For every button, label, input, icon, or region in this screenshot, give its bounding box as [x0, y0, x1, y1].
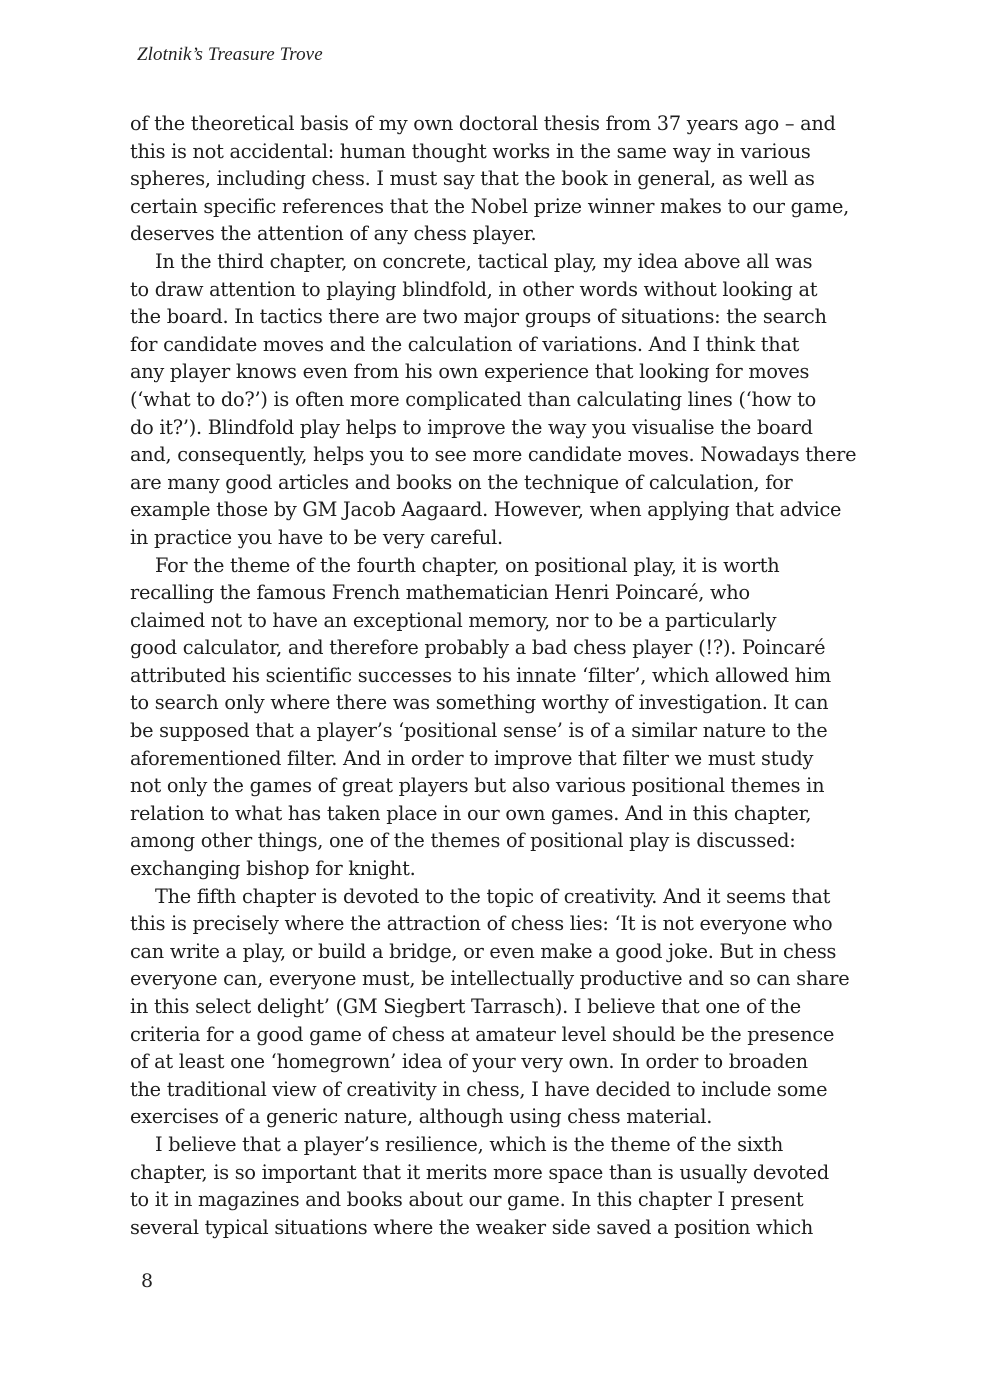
text-line: are many good articles and books on the technique of calculation, for — [130, 470, 793, 494]
text-line: the traditional view of creativity in chess, I have decided to include some — [130, 1077, 828, 1101]
text-line: relation to what has taken place in our own games. And in this chapter, — [130, 801, 812, 825]
text-line: everyone can, everyone must, be intellectually productive and so can share — [130, 967, 850, 991]
text-line: exchanging bishop for knight. — [130, 857, 416, 881]
text-line: of the theoretical basis of my own doctoral thesis from 37 years ago – and — [130, 112, 836, 135]
text-line: attributed his scientific successes to his innate ‘filter’, which allowed him — [130, 663, 831, 687]
text-line: aforementioned filter. And in order to improve that filter we must study — [130, 746, 814, 770]
text-line: The fifth chapter is devoted to the topic of creativity. And it seems that — [155, 884, 831, 908]
text-line: in practice you have to be very careful. — [130, 525, 503, 549]
text-line: to search only where there was something worthy of investigation. It can — [130, 691, 829, 715]
text-line: several typical situations where the weaker side saved a position which — [130, 1215, 814, 1239]
text-line: For the theme of the fourth chapter, on positional play, it is worth — [155, 553, 780, 577]
text-line: exercises of a generic nature, although using chess material. — [130, 1105, 713, 1129]
text-line: do it?’). Blindfold play helps to improve the way you visualise the board — [130, 415, 813, 439]
text-line: not only the games of great players but also various positional themes in — [130, 774, 825, 798]
body-text — [130, 110, 865, 1241]
text-line: claimed not to have an exceptional memory, nor to be a particularly — [130, 608, 777, 632]
running-head: Zlotnik’s Treasure Trove — [137, 44, 323, 65]
text-line: in this select delight’ (GM Siegbert Tarrasch). I believe that one of the — [130, 995, 801, 1018]
text-line: example those by GM Jacob Aagaard. However, when applying that advice — [130, 498, 842, 522]
text-line: recalling the famous French mathematician Henri Poincaré, who — [130, 581, 750, 605]
text-line: and, consequently, helps you to see more candidate moves. Nowadays there — [130, 443, 857, 467]
text-line: be supposed that a player’s ‘positional sense’ is of a similar nature to the — [130, 719, 828, 743]
text-line: criteria for a good game of chess at amateur level should be the presence — [130, 1022, 835, 1046]
text-line: for candidate moves and the calculation of variations. And I think that — [130, 332, 800, 356]
text-line: to it in magazines and books about our game. In this chapter I present — [130, 1188, 804, 1212]
text-line: the board. In tactics there are two major groups of situations: the search — [130, 305, 827, 329]
text-line: good calculator, and therefore probably a bad chess player (!?). Poincaré — [130, 636, 826, 660]
text-line: among other things, one of the themes of positional play is discussed: — [130, 829, 796, 853]
text-line: (‘what to do?’) is often more complicated than calculating lines (‘how to — [130, 387, 817, 411]
text-line: deserves the attention of any chess player. — [130, 222, 537, 246]
text-line: can write a play, or build a bridge, or even make a good joke. But in chess — [130, 939, 837, 963]
text-line: I believe that a player’s resilience, which is the theme of the sixth — [155, 1132, 783, 1156]
text-line: In the third chapter, on concrete, tactical play, my idea above all was — [155, 249, 813, 273]
text-line: this is precisely where the attraction of chess lies: ‘It is not everyone who — [130, 912, 833, 936]
text-line: of at least one ‘homegrown’ idea of your very own. In order to broaden — [130, 1050, 808, 1074]
text-line: chapter, is so important that it merits more space than is usually devoted — [130, 1160, 829, 1184]
text-line: certain specific references that the Nobel prize winner makes to our game, — [130, 194, 850, 218]
text-line: spheres, including chess. I must say that the book in general, as well as — [130, 167, 815, 191]
page-number: 8 — [141, 1270, 154, 1292]
text-line: to draw attention to playing blindfold, in other words without looking at — [130, 277, 818, 301]
text-line: any player knows even from his own experience that looking for moves — [130, 360, 810, 384]
text-line: this is not accidental: human thought works in the same way in various — [130, 139, 811, 163]
